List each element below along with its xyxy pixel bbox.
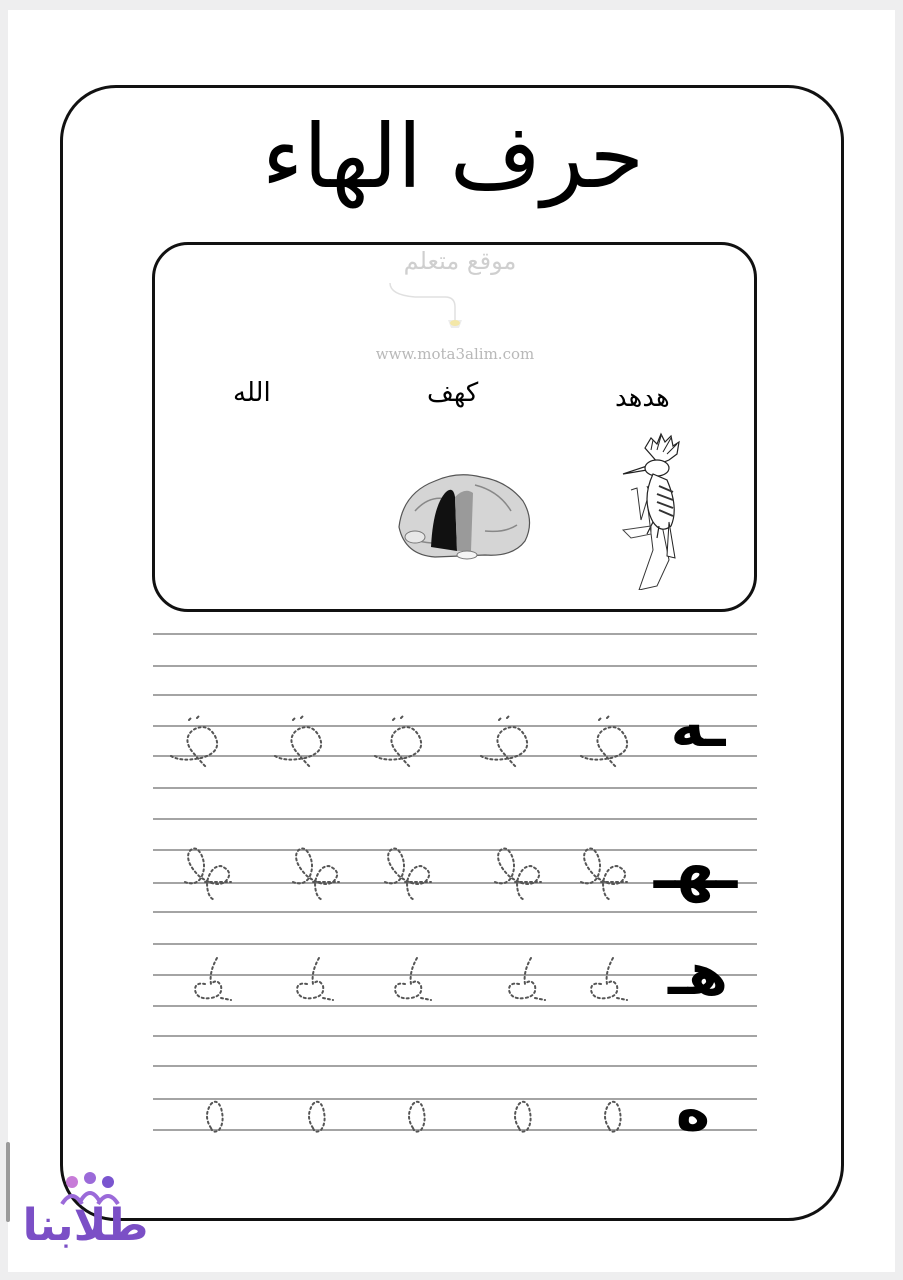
vocabulary-box (152, 242, 757, 612)
logo-text: طلابنا (22, 1200, 149, 1251)
model-letter-row-2: ـهـ (653, 830, 738, 903)
tracing-guides (153, 700, 653, 1150)
watermark-url: www.mota3alim.com (375, 345, 535, 363)
worksheet-page (8, 10, 895, 1272)
word-cave: كهف (427, 378, 479, 408)
hoopoe-bird-icon (617, 430, 717, 590)
scrollbar-thumb[interactable] (6, 1142, 10, 1222)
model-letter-row-1: ـه (670, 692, 726, 760)
page-title: حرف الهاء (261, 105, 645, 208)
model-letter-row-3: هـ (667, 940, 729, 1008)
word-hoopoe: هدهد (615, 383, 670, 413)
model-letter-row-4: ه (675, 1076, 711, 1144)
tolabna-logo (18, 1168, 153, 1258)
word-allah: الله (233, 378, 271, 408)
watermark-arabic: موقع متعلم (403, 247, 517, 275)
cave-icon (395, 471, 535, 561)
